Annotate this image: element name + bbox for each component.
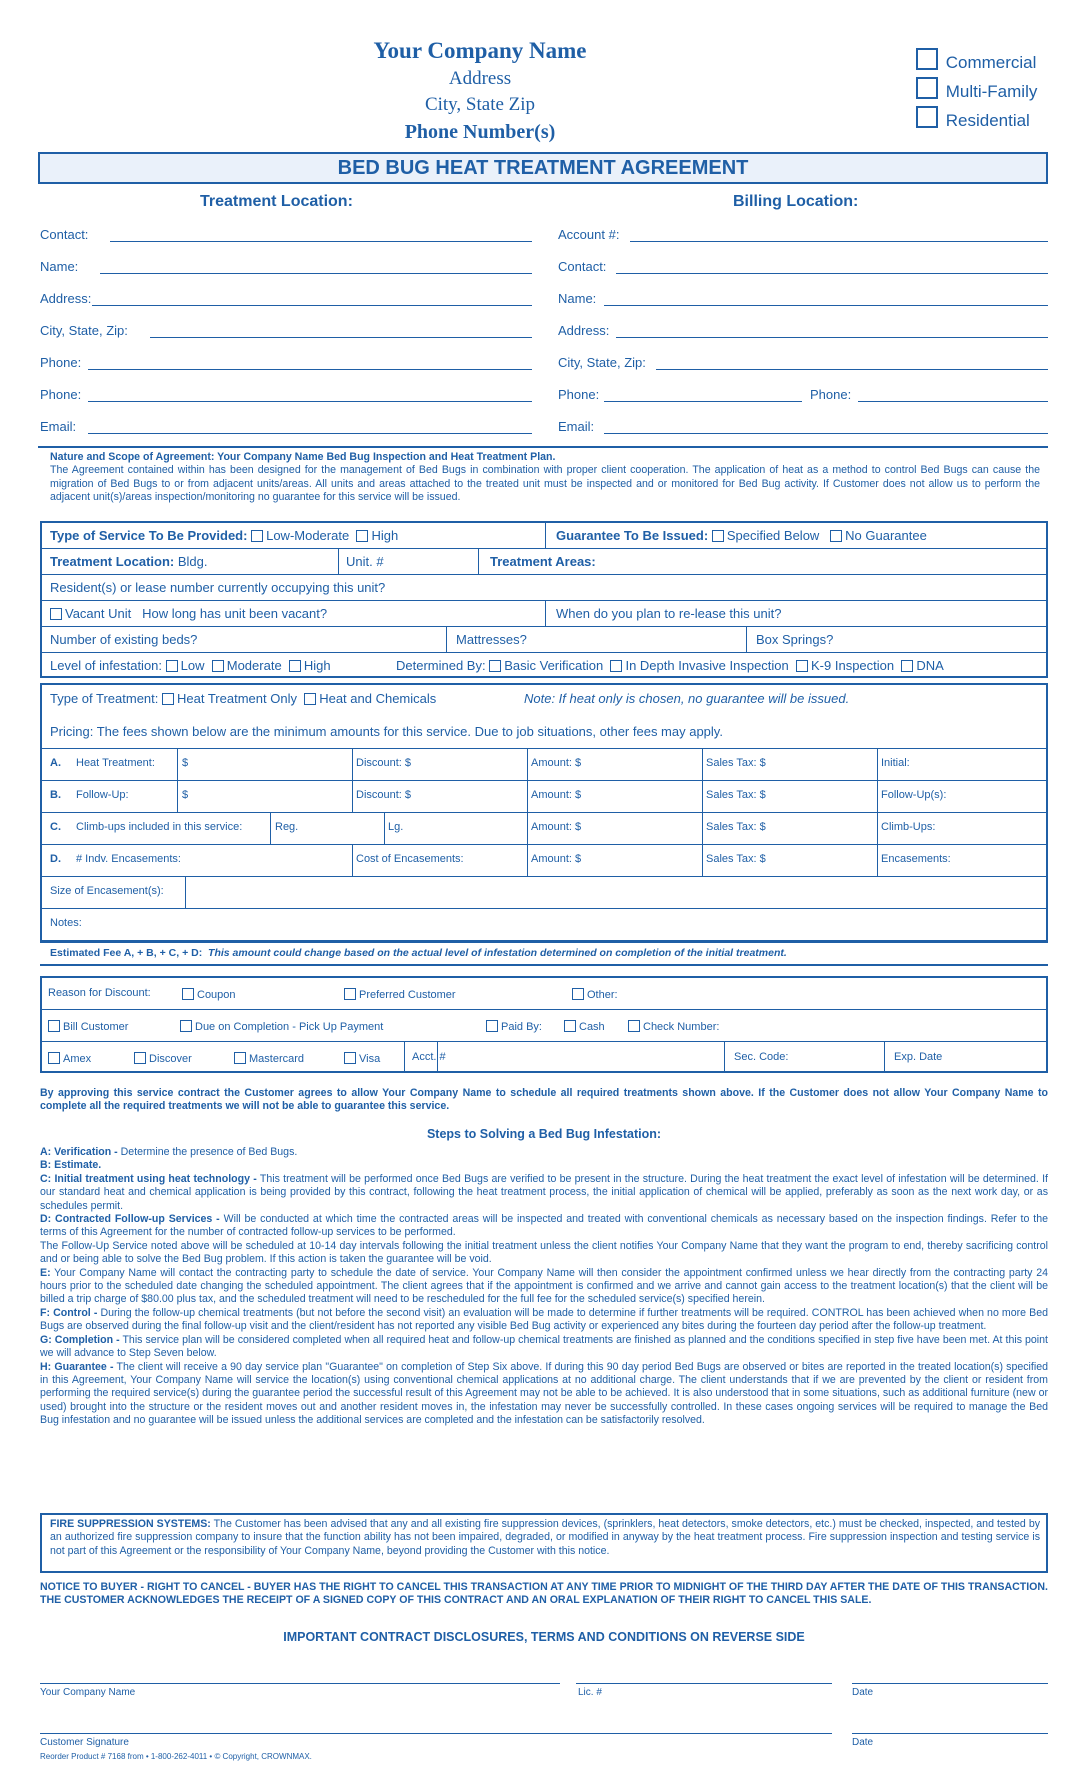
divider — [446, 626, 447, 652]
pricing-intro: Pricing: The fees shown below are the minimum amounts for this service. Due to job situations, other fees may apply. — [50, 724, 723, 739]
checkbox-icon[interactable] — [572, 988, 584, 1000]
release-label: When do you plan to re-lease this unit? — [556, 606, 782, 621]
box-springs-label: Box Springs? — [756, 632, 834, 647]
checkbox-icon[interactable] — [48, 1020, 60, 1032]
divider — [478, 548, 479, 574]
company-phone: Phone Number(s) — [404, 121, 556, 143]
divider — [40, 844, 1048, 845]
company-address: Address — [448, 68, 512, 89]
field-label: Phone: — [40, 387, 82, 402]
billing-contact-input[interactable] — [616, 273, 1048, 274]
checkbox-icon[interactable] — [162, 693, 174, 705]
divider — [545, 600, 546, 626]
divider — [38, 446, 1048, 448]
cost-cell[interactable]: Cost of Encasements: — [356, 853, 464, 865]
field-label: Account #: — [558, 227, 620, 242]
mattresses-label: Mattresses? — [456, 632, 527, 647]
divider — [404, 1041, 405, 1073]
divider — [40, 626, 1048, 627]
unit-label: Unit. # — [346, 554, 384, 569]
option-other[interactable]: Other: — [572, 988, 618, 1001]
price-cell[interactable]: $ — [182, 789, 189, 801]
amount-cell[interactable]: Amount: $ — [531, 789, 582, 801]
date-label-2: Date — [852, 1737, 874, 1748]
divider — [724, 1041, 725, 1073]
option-residential[interactable]: Residential — [916, 106, 1037, 135]
amount-cell[interactable]: Amount: $ — [531, 853, 582, 865]
checkbox-icon[interactable] — [134, 1052, 146, 1064]
field-label: City, State, Zip: — [558, 355, 646, 370]
checkbox-icon[interactable] — [712, 530, 724, 542]
customer-signature-line[interactable] — [40, 1733, 832, 1734]
checkbox-icon[interactable] — [916, 48, 938, 70]
field-label: Phone: — [558, 387, 600, 402]
divider — [40, 574, 1048, 575]
checkbox-icon[interactable] — [916, 106, 938, 128]
row-label: Climb-ups included in this service: — [76, 821, 243, 833]
date-label-1: Date — [852, 1687, 874, 1698]
checkbox-icon[interactable] — [564, 1020, 576, 1032]
billing-location-heading: Billing Location: — [733, 193, 859, 210]
divider — [270, 812, 271, 844]
followups-cell[interactable]: Follow-Up(s): — [881, 789, 947, 801]
treatment-location-row: Treatment Location: Bldg. — [50, 554, 208, 569]
account-input[interactable] — [630, 241, 1048, 242]
cancel-notice: NOTICE TO BUYER - RIGHT TO CANCEL - BUYER HAS THE RIGHT TO CANCEL THIS TRANSACTION AT ANY TIME PRIOR TO MIDNIGHT OF THE THIRD DAY AFTER THE DATE OF THIS TRANSACTION. THE CUSTOMER ACKNOWLEDGES THE RECEIPT OF A SIGNED COPY OF THIS CONTRACT AND AN ORAL EXPLANATION OF THEIR RIGHT TO CANCEL THIS SALE. — [40, 1581, 1048, 1607]
acct-label: Acct. # — [412, 1051, 446, 1063]
divider — [40, 908, 1048, 909]
infestation-level: Level of infestation: Low Moderate High — [50, 658, 331, 673]
field-label: Email: — [558, 419, 595, 434]
row-letter: C. — [50, 821, 61, 833]
divider — [40, 1009, 1048, 1010]
checkbox-icon[interactable] — [830, 530, 842, 542]
checkbox-icon[interactable] — [916, 77, 938, 99]
billing-phone2-input[interactable] — [858, 401, 1048, 402]
checkbox-icon[interactable] — [289, 660, 301, 672]
divider — [545, 521, 546, 548]
tax-cell[interactable]: Sales Tax: $ — [706, 789, 766, 801]
checkbox-icon[interactable] — [796, 660, 808, 672]
divider — [746, 626, 747, 652]
checkbox-icon[interactable] — [344, 1052, 356, 1064]
license-label: Lic. # — [578, 1687, 602, 1698]
encasements-cell[interactable]: Encasements: — [881, 853, 951, 865]
date-line-1[interactable] — [852, 1683, 1048, 1684]
phone2-input[interactable] — [88, 401, 532, 402]
option-mastercard[interactable]: Mastercard — [234, 1052, 304, 1065]
scope-text: Nature and Scope of Agreement: Your Company Name Bed Bug Inspection and Heat Treatment Plan. The Agreement contained within has been designed for the management of Bed Bugs in combination with proper client cooperation. The application of heat as a method to control Bed Bugs can cause the migration of Bed Bugs to or from adjacent units/areas. All units and areas attached to the treated unit must be inspected and or monitored for Bed Bug activity. If Customer does not allow us to perform the adjacent unit(s)/areas inspection/monitoring no guarantee for this service will be issued. — [50, 451, 1040, 504]
pricing-box — [40, 683, 1048, 943]
row-letter: A. — [50, 757, 61, 769]
steps-text: A: Verification - Determine the presence of Bed Bugs. B: Estimate. C: Initial treatment using heat technology - This treatment will be performed once Bed Bugs are verified to be present in the structure. During the heat treatment the exact level of infestation will be determined. If our standard heat and chemical application is being provided by this contract, following the heat treatment process, the initial application of chemical will be applied, preferably as soon as the next work day, or as schedules permit. D: Contracted Follow-up Services - Will be conducted at which time the contracted areas will be inspected and treated with conventional chemicals as necessary based on the inspection findings. Refer to the terms of this Agreement for the number of contracted follow-up services to be performed. The Follow-Up Service noted above will be scheduled at 10-14 day intervals following the initial treatment unless the client notifies Your Company Name that they want the program to end, thereby sacrificing control and or being able to solve the Bed Bug problem. If this action is taken the guarantee will be void. E: Your Company Name will contact the contracting party to schedule the date of service. Your Company Name will then consider the appointment confirmed unless we hear directly from the contracting party 24 hours prior to the scheduled date changing the scheduled appointment. The client agrees that if the appointment is confirmed and we arrive and cannot gain access to the treatment location(s) that the client will be billed a trip charge of $80.00 plus tax, and the scheduled treatment will need to be rescheduled for the full fee for the scheduled service(s) specified herein. F: Control - During the follow-up chemical treatments (but not before the second visit) an evaluation will be made to determine if further treatments will be required. CONTROL has been achieved when no more Bed Bugs are observed during the final follow-up visit and the client/resident has not reported any visible Bed Bug activity or experienced any bites during the fourteen day period after the follow-up treatment. G: Completion - This service plan will be considered completed when all required heat and follow-up chemical treatments are finished as planned and the conditions specified in step five have been met. At this point we will advance to Step Seven below. H: Guarantee - The client will receive a 90 day service plan "Guarantee" on completion of Step Six above. If during this 90 day period Bed Bugs are observed or bites are reported in the treated location(s) specified in this Agreement, Your Company Name will service the location(s) using conventional chemical applications at no additional charge. The client understands that if we are prevented by the client or resident from performing the required service(s) during the guarantee period the successful result of this Agreement may not be able to be achieved. It is also understood that in some situations, such as additional furniture (new or used) brought into the structure or the resident moves out and another resident moves in, the infestation may never be successfully controlled. In these cases ongoing services will be required to manage the Bed Bug infestation and no guarantee will be issued unless the additional services are completed and the infestation can be satisfactorily resolved. — [40, 1146, 1048, 1427]
divider — [702, 748, 703, 876]
date-line-2[interactable] — [852, 1733, 1048, 1734]
billing-city-input[interactable] — [656, 369, 1048, 370]
checkbox-icon[interactable] — [251, 530, 263, 542]
divider — [40, 1041, 1048, 1042]
field-label: Contact: — [40, 227, 89, 242]
address-input[interactable] — [92, 305, 532, 306]
discount-cell[interactable]: Discount: $ — [356, 757, 412, 769]
steps-heading: Steps to Solving a Bed Bug Infestation: — [426, 1127, 662, 1141]
treatment-note: Note: If heat only is chosen, no guarantee will be issued. — [524, 691, 850, 706]
checkbox-icon[interactable] — [50, 608, 62, 620]
option-cash[interactable]: Cash — [564, 1020, 605, 1033]
field-label: Address: — [558, 323, 610, 338]
checkbox-icon[interactable] — [180, 1020, 192, 1032]
checkbox-icon[interactable] — [901, 660, 913, 672]
treatment-type: Type of Treatment: Heat Treatment Only Heat and Chemicals — [50, 691, 437, 706]
option-paid-by[interactable]: Paid By: — [486, 1020, 542, 1033]
exp-date-label: Exp. Date — [894, 1051, 943, 1063]
beds-label: Number of existing beds? — [50, 632, 198, 647]
price-cell[interactable]: $ — [182, 757, 189, 769]
divider — [40, 812, 1048, 813]
field-label: Phone: — [810, 387, 852, 402]
divider — [352, 844, 353, 876]
divider — [177, 748, 178, 812]
option-visa[interactable]: Visa — [344, 1052, 380, 1065]
divider — [384, 812, 385, 844]
estimated-fee: Estimated Fee A, + B, + C, + D: This amount could change based on the actual level of infestation determined on completion of the initial treatment. — [50, 947, 787, 959]
billing-name-input[interactable] — [604, 305, 1048, 306]
license-line[interactable] — [576, 1683, 832, 1684]
vacant-row: Vacant Unit How long has unit been vacant? — [50, 607, 327, 620]
agreement-title: BED BUG HEAT TREATMENT AGREEMENT — [38, 152, 1048, 184]
reorder-footer: Reorder Product # 7168 from • 1-800-262-4011 • © Copyright, CROWNMAX. — [40, 1752, 312, 1761]
divider — [40, 600, 1048, 601]
field-label: Name: — [40, 259, 79, 274]
row-label: # Indv. Encasements: — [76, 853, 181, 865]
row-letter: D. — [50, 853, 61, 865]
treatment-location-heading: Treatment Location: — [200, 193, 353, 210]
option-due[interactable]: Due on Completion - Pick Up Payment — [180, 1020, 383, 1033]
option-bill[interactable]: Bill Customer — [48, 1020, 128, 1033]
checkbox-icon[interactable] — [48, 1052, 60, 1064]
checkbox-icon[interactable] — [489, 660, 501, 672]
divider — [40, 780, 1048, 781]
property-type-options — [916, 48, 1037, 135]
residents-label: Resident(s) or lease number currently occupying this unit? — [50, 580, 386, 595]
divider — [40, 940, 1048, 941]
checkbox-icon[interactable] — [356, 530, 368, 542]
email-input[interactable] — [88, 433, 532, 434]
name-input[interactable] — [100, 273, 532, 274]
divider — [884, 1041, 885, 1073]
field-label: City, State, Zip: — [40, 323, 128, 338]
checkbox-icon[interactable] — [304, 693, 316, 705]
approval-text: By approving this service contract the Customer agrees to allow Your Company Name to schedule all required treatments shown above. If the Customer does not allow Your Company Name to complete all the required treatments we will not be able to guarantee this service. — [40, 1087, 1048, 1113]
company-city: City, State Zip — [424, 94, 536, 115]
option-coupon[interactable]: Coupon — [182, 988, 236, 1001]
field-label: Phone: — [40, 355, 82, 370]
size-label: Size of Encasement(s): — [50, 885, 164, 897]
billing-address-input[interactable] — [616, 337, 1048, 338]
discount-cell[interactable]: Discount: $ — [356, 789, 412, 801]
important-disclosures: IMPORTANT CONTRACT DISCLOSURES, TERMS AND CONDITIONS ON REVERSE SIDE — [283, 1630, 805, 1644]
row-letter: B. — [50, 789, 61, 801]
fire-suppression-text: FIRE SUPPRESSION SYSTEMS: The Customer has been advised that any and all existing fire suppression devices, (sprinklers, heat detectors, smoke detectors, etc.) must be checked, inspected, and tested by an authorized fire suppression company to insure that the function ability has not been impaired, degraded, or modified in anyway by the heat treatment process. Fire suppression inspection and testing service is not part of this Agreement or the responsibility of Your Company Name, beyond providing the Customer with this notice. — [50, 1518, 1041, 1557]
initial-cell[interactable]: Initial: — [881, 757, 910, 769]
phone-input[interactable] — [88, 369, 532, 370]
divider — [40, 548, 1048, 549]
billing-email-input[interactable] — [604, 433, 1048, 434]
service-type: Type of Service To Be Provided: Low-Moderate High — [50, 528, 399, 543]
reg-cell[interactable]: Reg. — [275, 821, 299, 833]
option-preferred[interactable]: Preferred Customer — [344, 988, 456, 1001]
checkbox-icon[interactable] — [628, 1020, 640, 1032]
customer-signature-label: Customer Signature — [40, 1737, 129, 1748]
tax-cell[interactable]: Sales Tax: $ — [706, 853, 766, 865]
divider — [185, 876, 186, 908]
row-label: Heat Treatment: — [76, 757, 155, 769]
tax-cell[interactable]: Sales Tax: $ — [706, 821, 766, 833]
treatment-areas-label: Treatment Areas: — [490, 554, 596, 569]
field-label: Name: — [558, 291, 597, 306]
option-discover[interactable]: Discover — [134, 1052, 192, 1065]
option-amex[interactable]: Amex — [48, 1052, 91, 1065]
divider — [527, 748, 528, 876]
checkbox-icon[interactable] — [610, 660, 622, 672]
option-commercial[interactable]: Commercial — [916, 48, 1037, 77]
checkbox-icon[interactable] — [234, 1052, 246, 1064]
amount-cell[interactable]: Amount: $ — [531, 821, 582, 833]
checkbox-icon[interactable] — [344, 988, 356, 1000]
divider — [40, 748, 1048, 749]
divider — [40, 964, 1048, 966]
option-check[interactable]: Check Number: — [628, 1020, 719, 1033]
checkbox-icon[interactable] — [486, 1020, 498, 1032]
field-label: Address: — [40, 291, 92, 306]
lg-cell[interactable]: Lg. — [388, 821, 404, 833]
row-label: Follow-Up: — [76, 789, 129, 801]
divider — [40, 876, 1048, 877]
guarantee-type: Guarantee To Be Issued: Specified Below No Guarantee — [556, 528, 927, 543]
notes-label: Notes: — [50, 917, 82, 929]
field-label: Contact: — [558, 259, 607, 274]
billing-phone-input[interactable] — [604, 401, 802, 402]
checkbox-icon[interactable] — [182, 988, 194, 1000]
amount-cell[interactable]: Amount: $ — [531, 757, 582, 769]
company-signature-label: Your Company Name — [40, 1687, 136, 1698]
tax-cell[interactable]: Sales Tax: $ — [706, 757, 766, 769]
climbups-cell[interactable]: Climb-Ups: — [881, 821, 936, 833]
divider — [338, 548, 339, 574]
checkbox-icon[interactable] — [212, 660, 224, 672]
city-state-zip-input[interactable] — [150, 337, 532, 338]
checkbox-icon[interactable] — [166, 660, 178, 672]
divider — [877, 748, 878, 876]
divider — [40, 652, 1048, 653]
company-signature-line[interactable] — [40, 1683, 560, 1684]
field-label: Email: — [40, 419, 77, 434]
determined-by: Determined By: Basic Verification In Depth Invasive Inspection K-9 Inspection DNA — [396, 658, 944, 673]
option-multi-family[interactable]: Multi-Family — [916, 77, 1037, 106]
contact-input[interactable] — [110, 241, 532, 242]
company-name: Your Company Name — [373, 38, 587, 63]
discount-reason: Reason for Discount: — [48, 987, 151, 999]
divider — [352, 748, 353, 812]
sec-code-label: Sec. Code: — [734, 1051, 789, 1063]
